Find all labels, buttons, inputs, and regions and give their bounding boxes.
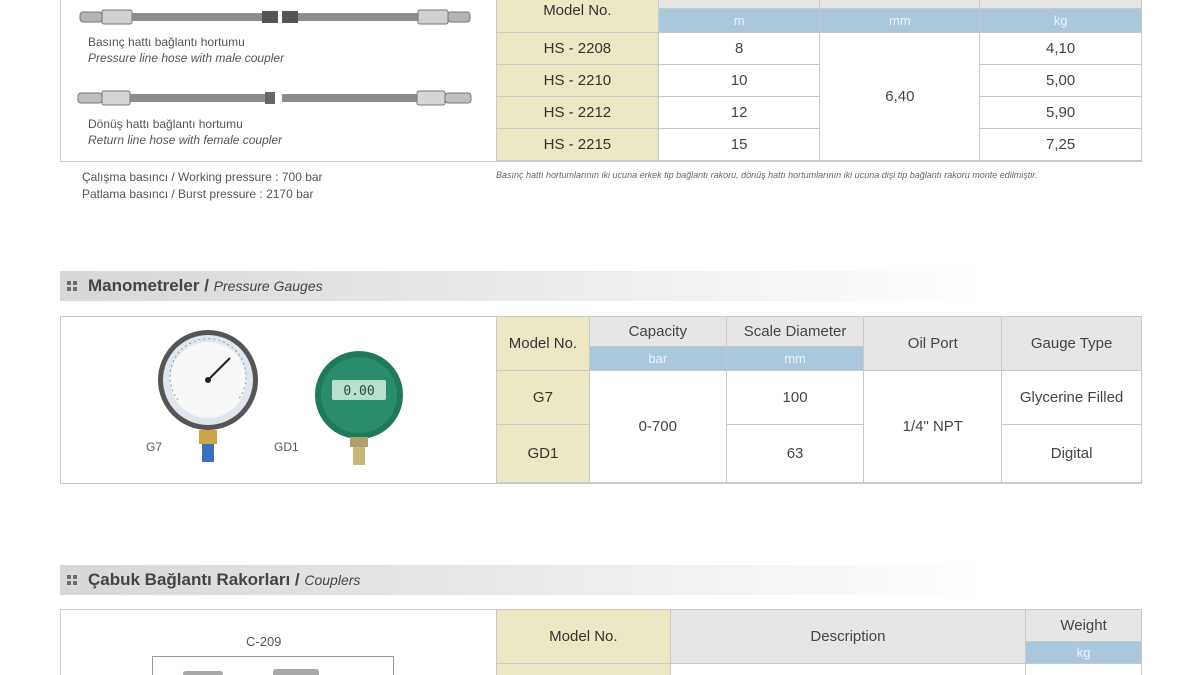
hose-model-cell: HS - 2215 <box>497 129 659 161</box>
coupler-spec-table <box>496 609 1142 675</box>
hose-length-header <box>658 0 820 9</box>
hose-footnote: Basınç hattı hortumlarının iki ucuna erkek tip bağlantı rakoru, dönüş hattı hortumlarının iki ucuna dişi tip bağlantı rakoru monte edilmiştir. <box>496 170 1038 180</box>
coupler-image-label: C-209 <box>246 634 282 649</box>
gauge-spec-table <box>496 316 1142 483</box>
return-hose-image <box>72 83 482 113</box>
gauge-type-cell: Glycerine Filled <box>1002 371 1142 425</box>
hose-weight-cell: 5,00 <box>980 65 1142 97</box>
hose-weight-header <box>980 0 1142 9</box>
hose-model-cell: HS - 2212 <box>497 97 659 129</box>
hose-diameter-header <box>820 0 980 9</box>
gauge-oilport-cell: 1/4" NPT <box>864 371 1002 483</box>
hose-weight-cell: 5,90 <box>980 97 1142 129</box>
grid-bullet-icon <box>67 281 79 293</box>
gauges-section-title: Manometreler / Pressure Gauges <box>88 276 323 295</box>
coupler-model-cell <box>497 664 671 675</box>
couplers-section-header <box>60 565 1142 595</box>
coupler-image-frame <box>152 656 394 675</box>
hose-length-cell: 10 <box>658 65 820 97</box>
coupler-weight-header: Weight <box>1026 610 1142 642</box>
coupler-model-header: Model No. <box>497 610 671 664</box>
coupler-weight-cell <box>1026 664 1142 675</box>
coupler-image <box>153 657 393 675</box>
grid-bullet-icon <box>67 575 79 587</box>
hose-diameter-unit: mm <box>820 9 980 33</box>
hose-weight-unit: kg <box>980 9 1142 33</box>
gauge-capacity-unit: bar <box>589 347 726 371</box>
gauge-model-cell: G7 <box>497 371 590 425</box>
return-hose-caption-en: Return line hose with female coupler <box>88 133 283 147</box>
gauge-type-cell: Digital <box>1002 425 1142 483</box>
coupler-description-header: Description <box>670 610 1025 664</box>
gauge-scale-cell: 63 <box>726 425 864 483</box>
hose-length-cell: 8 <box>658 33 820 65</box>
gauge-scale-cell: 100 <box>726 371 864 425</box>
hose-model-header: Model No. <box>497 0 659 33</box>
hose-weight-cell: 7,25 <box>980 129 1142 161</box>
burst-pressure-text: Patlama basıncı / Burst pressure : 2170 bar <box>82 187 314 201</box>
gauges-section-header <box>60 271 1142 301</box>
gauge-type-header: Gauge Type <box>1002 317 1142 371</box>
couplers-section-title: Çabuk Bağlantı Rakorları / Couplers <box>88 570 361 589</box>
hose-weight-cell: 4,10 <box>980 33 1142 65</box>
gauge-model-cell: GD1 <box>497 425 590 483</box>
pressure-hose-caption-tr: Basınç hattı bağlantı hortumu <box>88 35 245 49</box>
gauge-g7-label: G7 <box>146 440 163 454</box>
analog-gauge-image <box>152 330 264 470</box>
gauge-oilport-header: Oil Port <box>864 317 1002 371</box>
gauge-scale-unit: mm <box>726 347 864 371</box>
hose-length-cell: 12 <box>658 97 820 129</box>
gauge-scale-header: Scale Diameter <box>726 317 864 347</box>
gauge-model-header: Model No. <box>497 317 590 371</box>
gauge-capacity-cell: 0-700 <box>589 371 726 483</box>
coupler-weight-unit: kg <box>1026 642 1142 664</box>
hose-length-cell: 15 <box>658 129 820 161</box>
gauge-gd1-label: GD1 <box>274 440 299 454</box>
digital-gauge-image <box>312 350 406 468</box>
coupler-description-cell <box>670 664 1025 675</box>
pressure-hose-image <box>72 2 482 32</box>
working-pressure-text: Çalışma basıncı / Working pressure : 700 bar <box>82 170 323 184</box>
digital-readout: 0.00 <box>343 384 375 399</box>
hose-length-unit: m <box>658 9 820 33</box>
hose-spec-table <box>496 0 1142 161</box>
hose-model-cell: HS - 2210 <box>497 65 659 97</box>
hose-diameter-cell: 6,40 <box>820 33 980 161</box>
hose-model-cell: HS - 2208 <box>497 33 659 65</box>
gauge-capacity-header: Capacity <box>589 317 726 347</box>
pressure-hose-caption-en: Pressure line hose with male coupler <box>88 51 285 65</box>
return-hose-caption-tr: Dönüş hattı bağlantı hortumu <box>88 117 243 131</box>
